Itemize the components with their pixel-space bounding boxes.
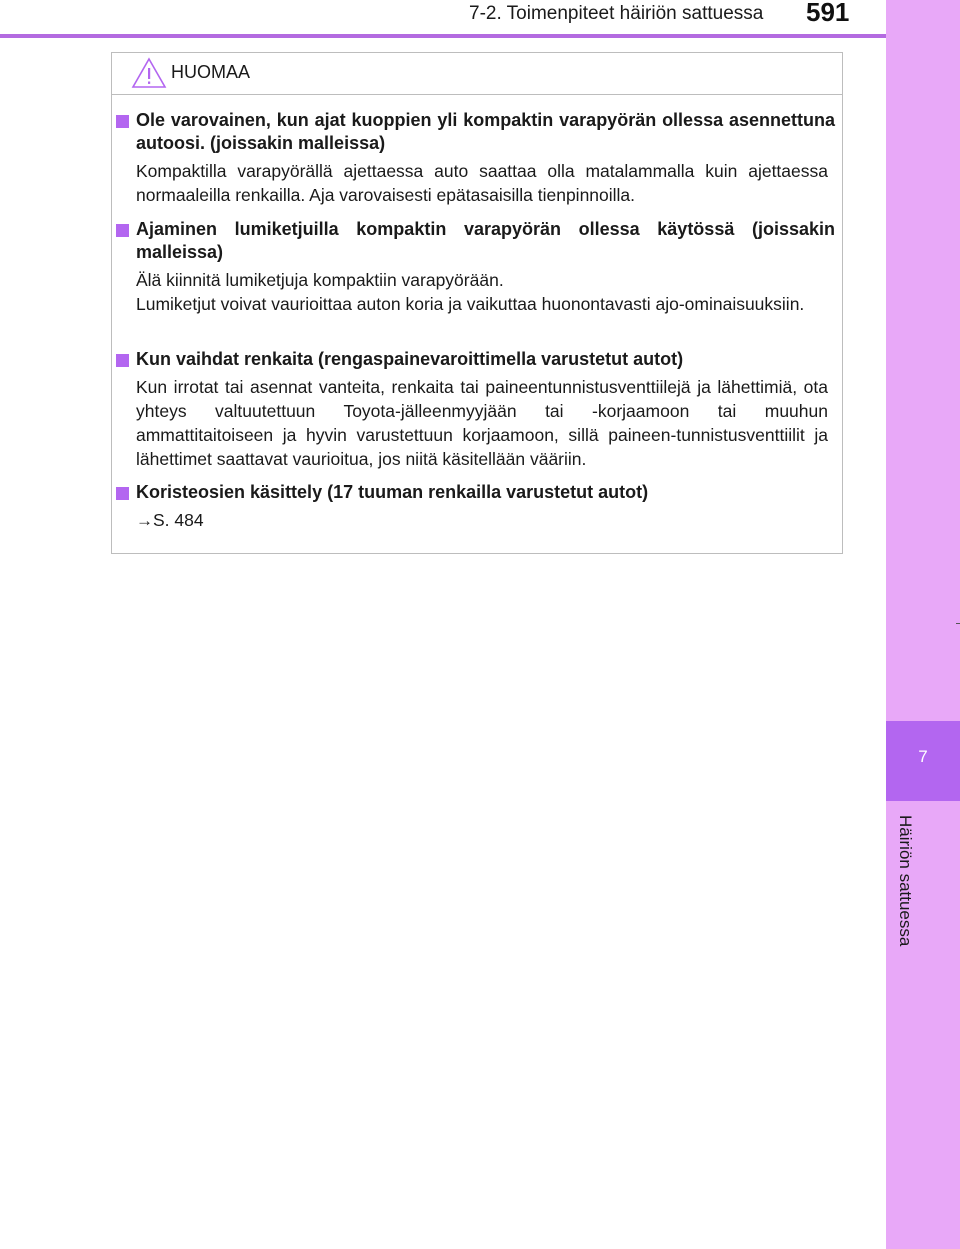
edge-tick-mark	[956, 623, 960, 624]
section-body: Kompaktilla varapyörällä ajettaessa auto saattaa olla matalammalla kuin ajettaessa normaaleilla renkailla. Aja varovaisesti epätasaisilla tienpinnoilla.	[136, 161, 828, 205]
square-bullet-icon	[116, 115, 129, 128]
square-bullet-icon	[116, 487, 129, 500]
notice-header	[112, 53, 842, 95]
section-body	[136, 268, 828, 316]
section-heading: Kun vaihdat renkaita (rengaspainevaroittimella varustetut autot)	[136, 349, 684, 369]
section-heading: Ajaminen lumiketjuilla kompaktin varapyörän ollessa käytössä (joissakin malleissa)	[136, 219, 835, 262]
section-heading: Ole varovainen, kun ajat kuoppien yli kompaktin varapyörän ollessa asennettuna autoosi. (joissakin malleissa)	[136, 110, 835, 153]
square-bullet-icon	[116, 224, 129, 237]
square-bullet-icon	[116, 354, 129, 367]
chapter-tab[interactable]	[886, 721, 960, 801]
section-heading: Koristeosien käsittely (17 tuuman renkailla varustetut autot)	[136, 482, 649, 502]
notice-title: HUOMAA	[171, 62, 251, 82]
chapter-label: Häiriön sattuessa	[896, 815, 915, 947]
page-reference[interactable]	[136, 508, 828, 533]
section-body: Kun irrotat tai asennat vanteita, renkaita tai paineentunnistusventtiilejä ja lähettimiä, ota yhteys valtuutettuun Toyota-jälleenmyyjään tai -korjaamoon tai muuhun ammattitaitoiseen ja hyvin varustettuun korjaamoon, sillä paineen-tunnistusventtiilit ja lähettimet saattavat vaurioitua, jos niitä käsitellään vääriin.	[136, 377, 828, 469]
reference-text: S. 484	[153, 510, 204, 530]
warning-triangle-icon	[131, 57, 167, 89]
header-rule	[0, 34, 886, 38]
arrow-right-icon: →	[136, 511, 153, 530]
running-header-title: 7-2. Toimenpiteet häiriön sattuessa	[469, 3, 764, 24]
chapter-number: 7	[918, 747, 928, 766]
notice-box	[111, 52, 843, 554]
body-line: Lumiketjut voivat vaurioittaa auton koria ja vaikuttaa huonontavasti ajo-ominaisuuksiin.	[136, 294, 805, 314]
body-line: Älä kiinnitä lumiketjuja kompaktiin varapyörään.	[136, 270, 504, 290]
chapter-sidebar	[886, 0, 960, 1249]
page-number: 591	[806, 0, 850, 27]
